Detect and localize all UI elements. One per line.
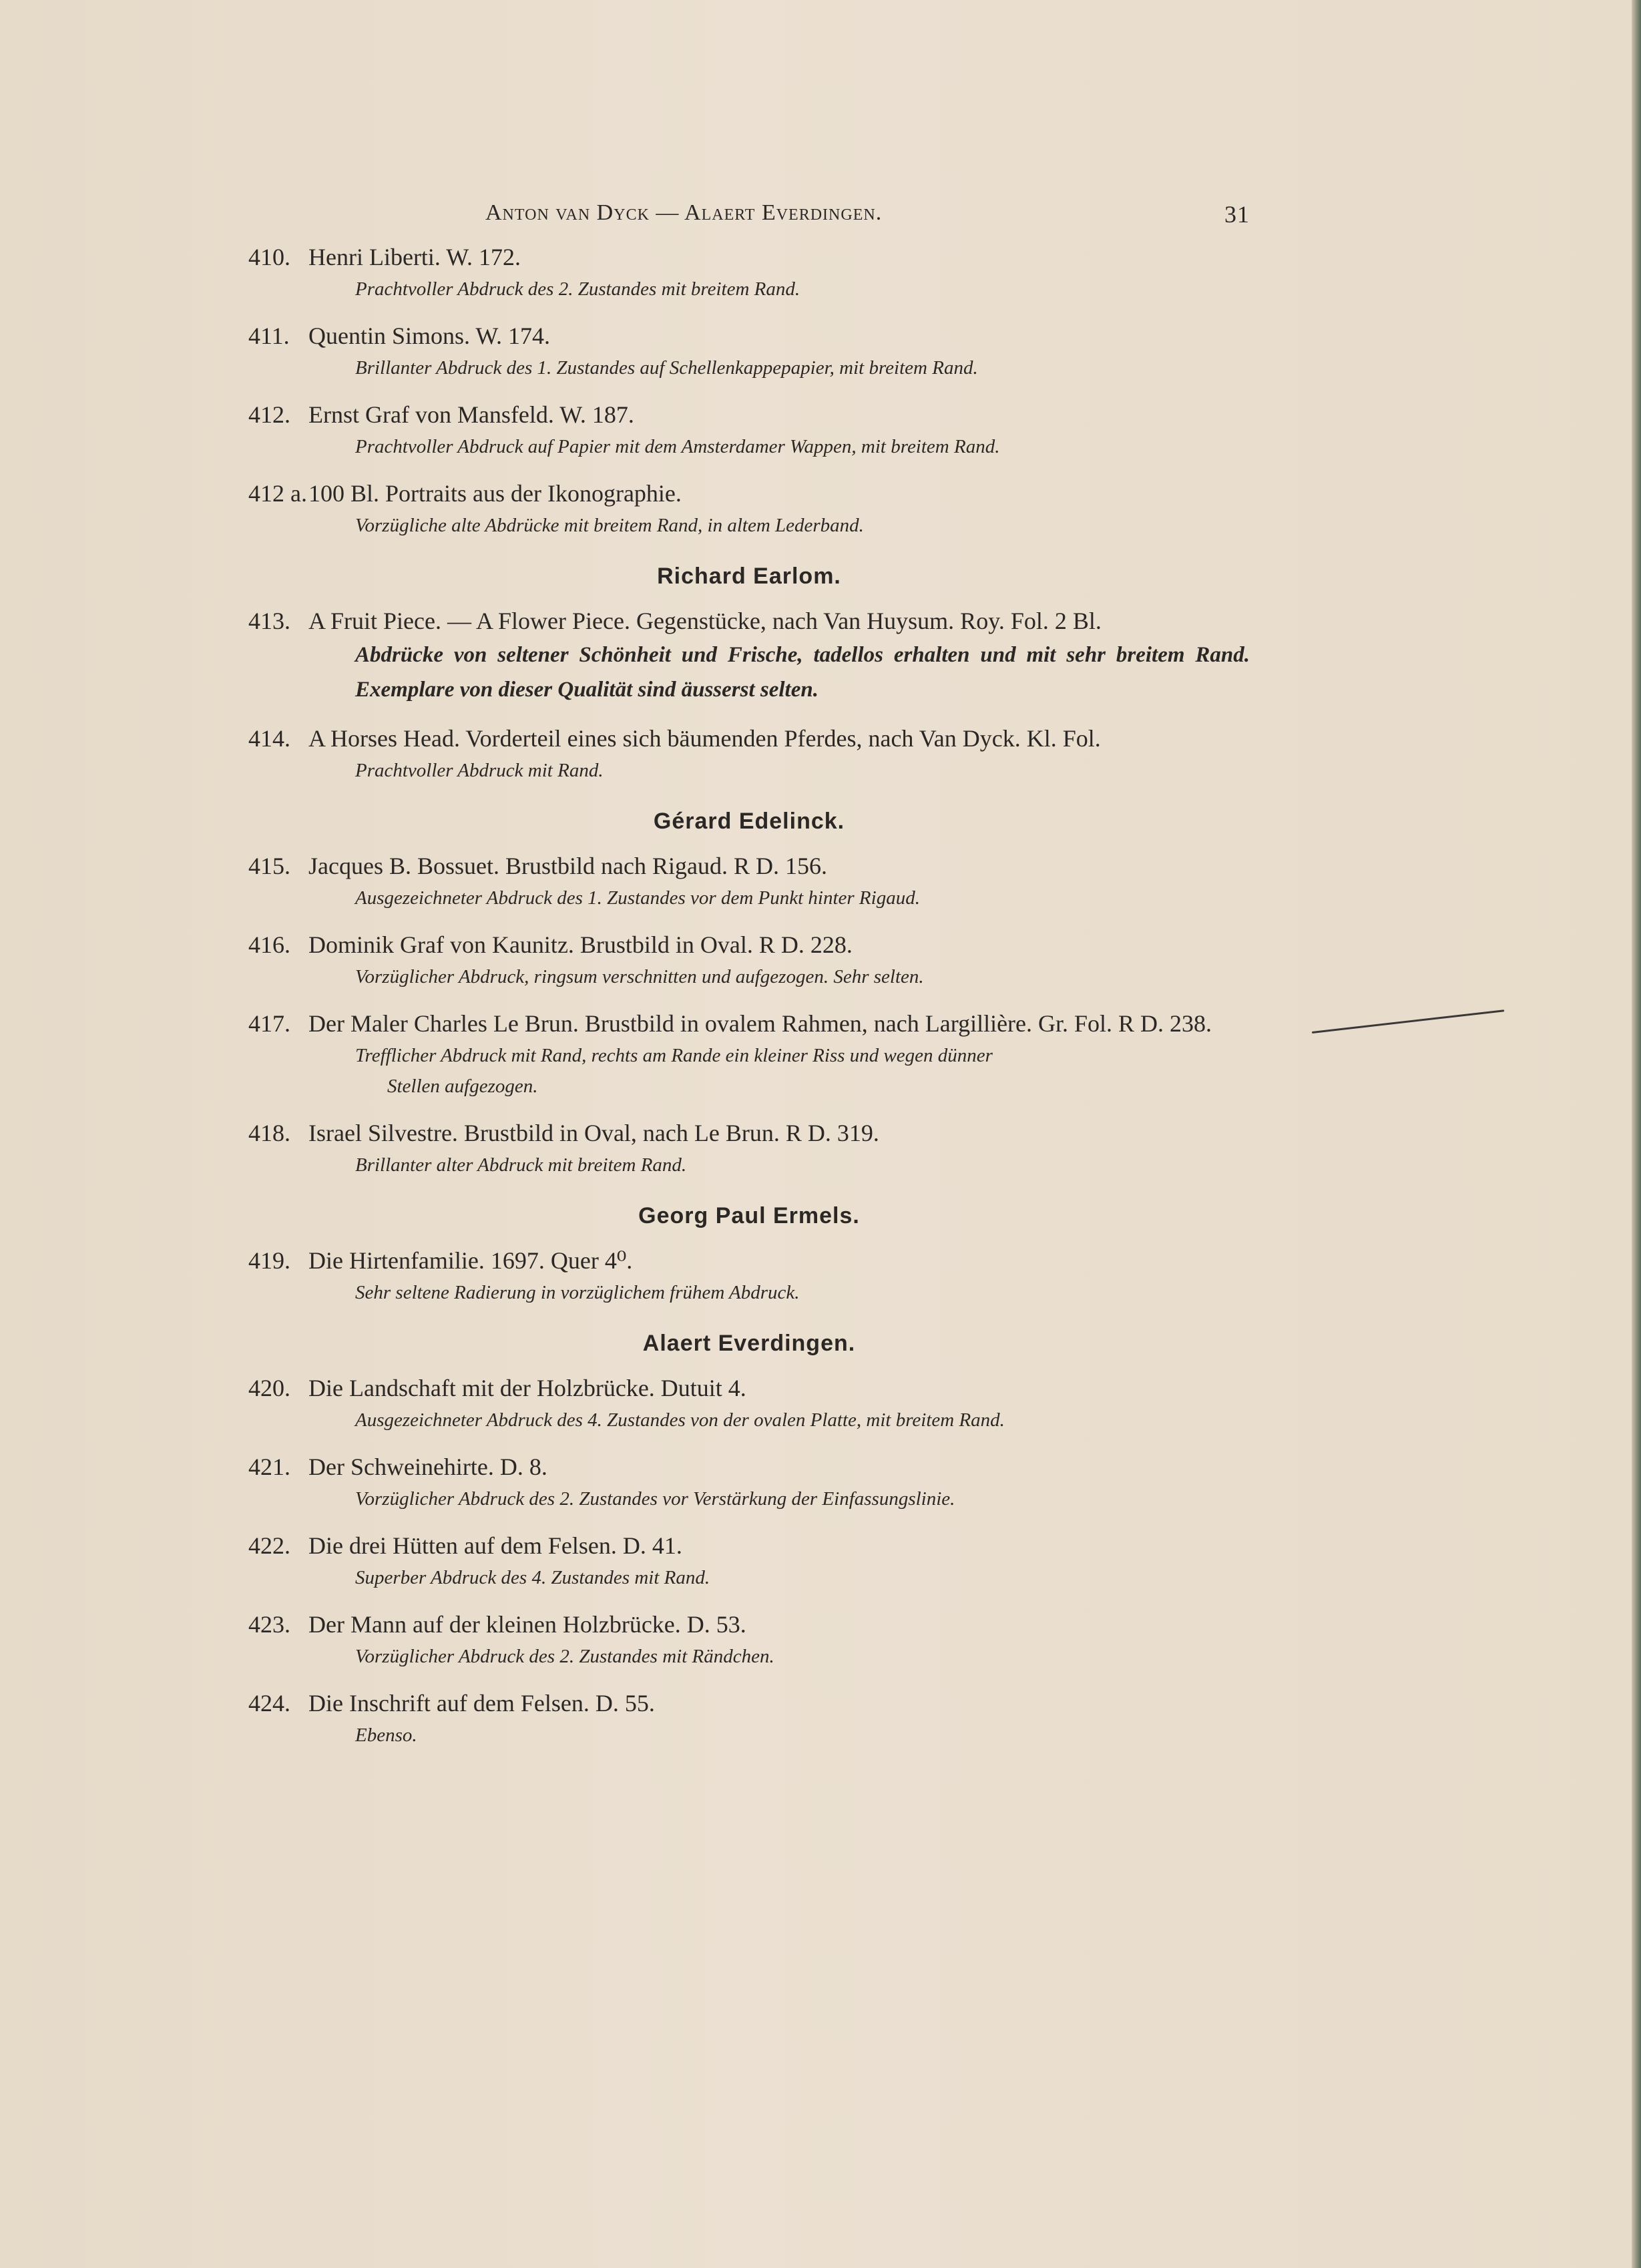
entry-title-line xyxy=(248,1371,1250,1405)
entry-title-line xyxy=(248,477,1250,510)
entry-title-line xyxy=(248,1450,1250,1484)
entry-title-line xyxy=(248,1244,1250,1277)
description-line: Vorzüglicher Abdruck des 2. Zustandes mit Rändchen. xyxy=(355,1646,774,1667)
description-line: Brillanter alter Abdruck mit breitem Rand. xyxy=(355,1154,687,1176)
entry-number: 414. xyxy=(248,725,290,752)
description-line: Prachtvoller Abdruck auf Papier mit dem Amsterdamer Wappen, mit breitem Rand. xyxy=(355,436,1000,457)
catalog-entry xyxy=(248,1116,1250,1180)
catalog-entry xyxy=(248,240,1250,304)
description-line: Trefflicher Abdruck mit Rand, rechts am Rande ein kleiner Riss und wegen dünner xyxy=(355,1045,993,1066)
entry-description xyxy=(248,510,1250,541)
entry-number: 416. xyxy=(248,931,290,958)
entry-title-line xyxy=(248,398,1250,431)
description-line: Brillanter Abdruck des 1. Zustandes auf Schellenkappepapier, mit breitem Rand. xyxy=(355,357,978,379)
entry-number: 423. xyxy=(248,1611,290,1638)
entry-number: 411. xyxy=(248,322,290,349)
entry-title: Jacques B. Bossuet. Brustbild nach Rigaud. R D. 156. xyxy=(308,853,827,879)
page-content xyxy=(248,200,1250,1765)
entry-description xyxy=(248,883,1250,913)
catalog-entry xyxy=(248,722,1250,786)
entry-title: Der Maler Charles Le Brun. Brustbild in ovalem Rahmen, nach Largillière. Gr. Fol. R D. 238. xyxy=(308,1010,1212,1037)
description-line: Prachtvoller Abdruck mit Rand. xyxy=(355,760,604,781)
entry-description xyxy=(248,1720,1250,1751)
description-line: Sehr seltene Radierung in vorzüglichem frühem Abdruck. xyxy=(355,1282,800,1303)
entry-number: 424. xyxy=(248,1690,290,1717)
entry-title-line xyxy=(248,1116,1250,1150)
description-line: Prachtvoller Abdruck des 2. Zustandes mit breitem Rand. xyxy=(355,278,800,300)
entry-number: 413. xyxy=(248,608,290,634)
description-line: Stellen aufgezogen. xyxy=(387,1076,538,1097)
entry-title-line xyxy=(248,1686,1250,1720)
entry-title: Henri Liberti. W. 172. xyxy=(308,244,521,270)
page-number: 31 xyxy=(1224,201,1250,228)
entry-number: 418. xyxy=(248,1120,290,1146)
catalog-entry xyxy=(248,928,1250,992)
entry-title: A Horses Head. Vorderteil eines sich bäumenden Pferdes, nach Van Dyck. Kl. Fol. xyxy=(308,725,1101,752)
entry-title: Die Hirtenfamilie. 1697. Quer 4⁰. xyxy=(308,1247,633,1274)
entry-number: 422. xyxy=(248,1532,290,1559)
description-line: Vorzügliche alte Abdrücke mit breitem Rand, in altem Lederband. xyxy=(355,515,864,536)
section-heading: Alaert Everdingen. xyxy=(642,1331,856,1356)
entry-title-line xyxy=(248,240,1250,274)
entry-number: 415. xyxy=(248,853,290,879)
catalog-entry xyxy=(248,1371,1250,1435)
entry-title: 100 Bl. Portraits aus der Ikonographie. xyxy=(308,480,682,507)
entry-description xyxy=(248,1150,1250,1180)
entry-title: Dominik Graf von Kaunitz. Brustbild in Oval. R D. 228. xyxy=(308,931,853,958)
catalog-entry xyxy=(248,477,1250,541)
catalog-entry xyxy=(248,398,1250,462)
catalog-entry xyxy=(248,1244,1250,1308)
section-heading: Richard Earlom. xyxy=(657,563,841,589)
entry-title-line xyxy=(248,722,1250,755)
entry-number: 412 a. xyxy=(248,480,307,507)
entry-title: Der Schweinehirte. D. 8. xyxy=(308,1453,547,1480)
catalog-entries xyxy=(248,240,1250,1751)
entry-description xyxy=(248,431,1250,462)
running-head xyxy=(248,200,1250,240)
entry-title-line xyxy=(248,1529,1250,1562)
entry-description xyxy=(248,274,1250,304)
entry-description xyxy=(248,961,1250,992)
description-line: Vorzüglicher Abdruck des 2. Zustandes vor Verstärkung der Einfassungslinie. xyxy=(355,1488,955,1510)
catalog-entry xyxy=(248,1007,1250,1102)
entry-title-line xyxy=(248,849,1250,883)
entry-description xyxy=(248,1405,1250,1435)
page-edge xyxy=(1632,0,1641,2268)
entry-title: Die Landschaft mit der Holzbrücke. Dutuit 4. xyxy=(308,1375,746,1401)
catalog-entry xyxy=(248,849,1250,913)
description-line: Vorzüglicher Abdruck, ringsum verschnitten und aufgezogen. Sehr selten. xyxy=(355,966,924,987)
entry-title: Ernst Graf von Mansfeld. W. 187. xyxy=(308,401,634,428)
entry-description xyxy=(248,1484,1250,1514)
description-line: Ebenso. xyxy=(355,1725,417,1746)
section-heading: Georg Paul Ermels. xyxy=(638,1203,860,1228)
description-line: Abdrücke von seltener Schönheit und Frische, tadellos erhalten und mit sehr breitem Rand. Exemplare von dieser Qualität sind äusserst selten. xyxy=(355,643,1250,702)
catalog-entry xyxy=(248,319,1250,383)
entry-title-line xyxy=(248,928,1250,961)
entry-title-line xyxy=(248,1007,1250,1040)
entry-description xyxy=(248,353,1250,383)
description-line: Superber Abdruck des 4. Zustandes mit Rand. xyxy=(355,1567,710,1588)
entry-title: Israel Silvestre. Brustbild in Oval, nach Le Brun. R D. 319. xyxy=(308,1120,879,1146)
description-line: Ausgezeichneter Abdruck des 4. Zustandes von der ovalen Platte, mit breitem Rand. xyxy=(355,1409,1005,1431)
running-head-title: Anton van Dyck — Alaert Everdingen. xyxy=(485,200,883,225)
entry-title: A Fruit Piece. — A Flower Piece. Gegenstücke, nach Van Huysum. Roy. Fol. 2 Bl. xyxy=(308,608,1102,634)
entry-title: Die drei Hütten auf dem Felsen. D. 41. xyxy=(308,1532,682,1559)
entry-title: Die Inschrift auf dem Felsen. D. 55. xyxy=(308,1690,655,1717)
pencil-mark xyxy=(1312,1009,1504,1034)
entry-number: 410. xyxy=(248,244,290,270)
section-heading: Gérard Edelinck. xyxy=(653,809,845,834)
entry-description xyxy=(248,1040,1250,1102)
entry-title: Der Mann auf der kleinen Holzbrücke. D. 53. xyxy=(308,1611,746,1638)
entry-number: 417. xyxy=(248,1010,290,1037)
catalog-entry xyxy=(248,604,1250,707)
entry-title-line xyxy=(248,1608,1250,1641)
entry-title-line xyxy=(248,604,1250,638)
catalog-entry xyxy=(248,1450,1250,1514)
entry-description xyxy=(248,638,1250,707)
entry-description xyxy=(248,1562,1250,1593)
catalog-entry xyxy=(248,1608,1250,1672)
entry-number: 421. xyxy=(248,1453,290,1480)
entry-description xyxy=(248,755,1250,786)
catalog-entry xyxy=(248,1529,1250,1593)
entry-description xyxy=(248,1641,1250,1672)
description-line: Ausgezeichneter Abdruck des 1. Zustandes vor dem Punkt hinter Rigaud. xyxy=(355,887,920,909)
catalog-entry xyxy=(248,1686,1250,1751)
entry-title-line xyxy=(248,319,1250,353)
entry-number: 420. xyxy=(248,1375,290,1401)
entry-title: Quentin Simons. W. 174. xyxy=(308,322,551,349)
entry-description xyxy=(248,1277,1250,1308)
entry-number: 419. xyxy=(248,1247,290,1274)
entry-number: 412. xyxy=(248,401,290,428)
